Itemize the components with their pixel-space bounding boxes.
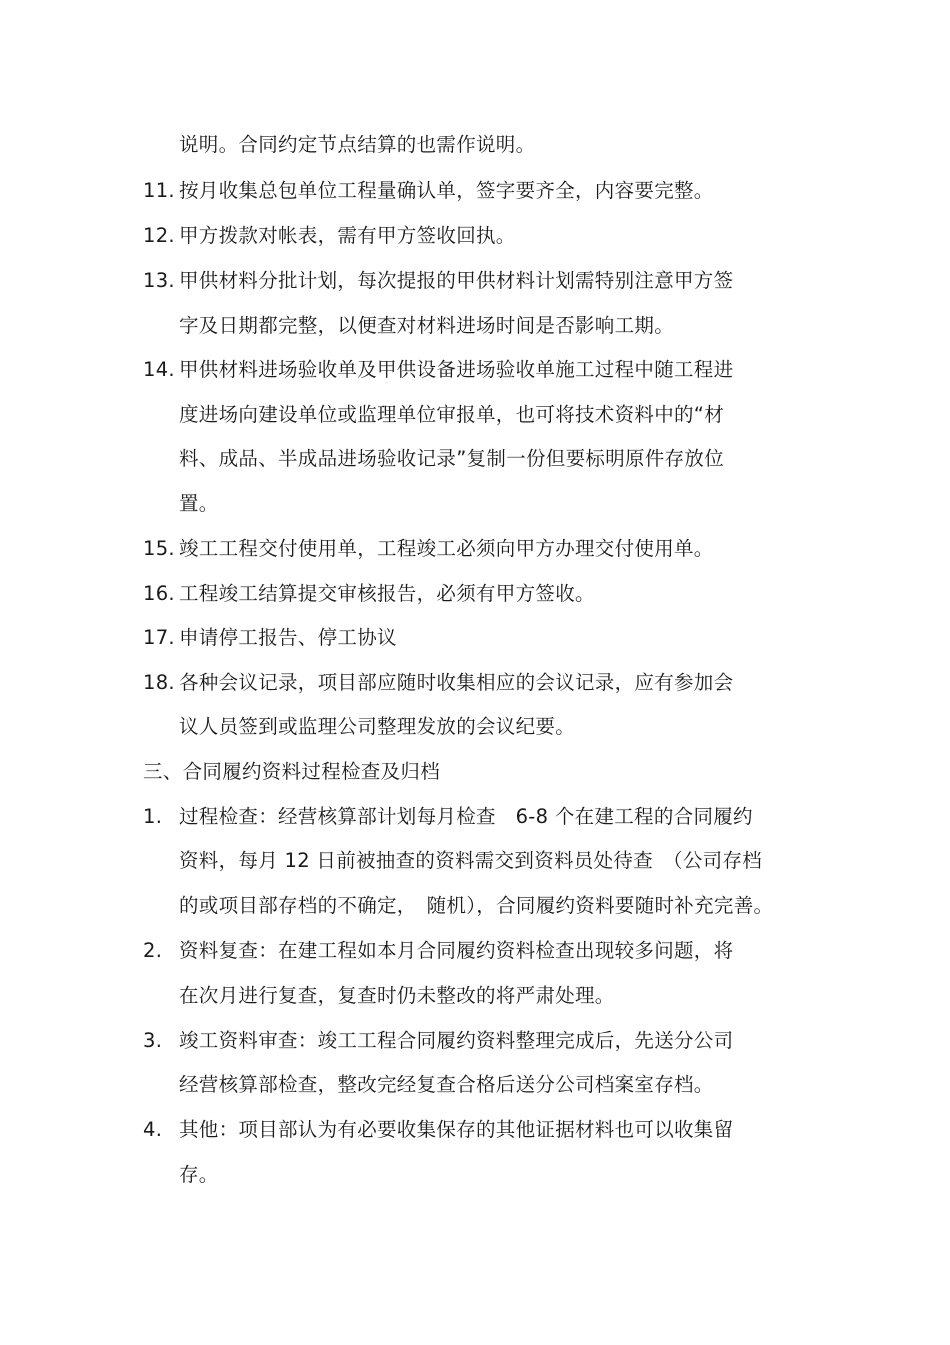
line-text: 甲供材料分批计划，每次提报的甲供材料计划需特别注意甲方签: [179, 269, 734, 292]
item-number: 2.: [143, 939, 163, 962]
line-text: 工程竣工结算提交审核报告，必须有甲方签收。: [179, 582, 595, 605]
item-number: 1.: [143, 805, 163, 828]
line-text: 甲供材料进场验收单及甲供设备进场验收单施工过程中随工程进: [179, 358, 734, 381]
line-text: 置。: [179, 492, 219, 515]
item-number: 13.: [143, 269, 175, 292]
line-text: 申请停工报告、停工协议: [179, 626, 397, 649]
item-number: 4.: [143, 1118, 163, 1141]
line-text: 竣工资料审查：竣工工程合同履约资料整理完成后，先送分公司: [179, 1029, 734, 1052]
line-text: 议人员签到或监理公司整理发放的会议纪要。: [179, 715, 576, 738]
item-number: 11.: [143, 179, 175, 202]
line-text: 甲方拨款对帐表，需有甲方签收回执。: [179, 224, 516, 247]
item-number: 17.: [143, 626, 175, 649]
item-number: 14.: [143, 358, 175, 381]
item-number: 15.: [143, 537, 175, 560]
line-text: 字及日期都完整，以便查对材料进场时间是否影响工期。: [179, 314, 675, 337]
line-text: 其他：项目部认为有必要收集保存的其他证据材料也可以收集留: [179, 1118, 734, 1141]
line-text: 各种会议记录，项目部应随时收集相应的会议记录，应有参加会: [179, 671, 734, 694]
line-text: 在次月进行复查，复查时仍未整改的将严肃处理。: [179, 984, 615, 1007]
line-text: 经营核算部检查，整改完经复查合格后送分公司档案室存档。: [179, 1073, 714, 1096]
line-text: 说明。合同约定节点结算的也需作说明。: [179, 133, 536, 156]
line-text: 的或项目部存档的不确定， 随机），合同履约资料要随时补充完善。: [179, 894, 774, 917]
line-text: 资料，每月 12 日前被抽查的资料需交到资料员处待查 （公司存档: [179, 849, 763, 872]
item-number: 3.: [143, 1029, 163, 1052]
line-text: 度进场向建设单位或监理单位审报单，也可将技术资料中的“材: [179, 403, 725, 426]
item-number: 18.: [143, 671, 175, 694]
item-number: 12.: [143, 224, 175, 247]
line-text: 存。: [179, 1163, 219, 1186]
line-text: 按月收集总包单位工程量确认单，签字要齐全，内容要完整。: [179, 179, 714, 202]
line-text: 过程检查：经营核算部计划每月检查 6-8 个在建工程的合同履约: [179, 805, 753, 828]
section-heading: 三、合同履约资料过程检查及归档: [143, 760, 441, 783]
line-text: 竣工工程交付使用单，工程竣工必须向甲方办理交付使用单。: [179, 537, 714, 560]
line-text: 料、成品、半成品进场验收记录”复制一份但要标明原件存放位: [179, 447, 725, 470]
line-text: 资料复查：在建工程如本月合同履约资料检查出现较多问题，将: [179, 939, 734, 962]
item-number: 16.: [143, 582, 175, 605]
